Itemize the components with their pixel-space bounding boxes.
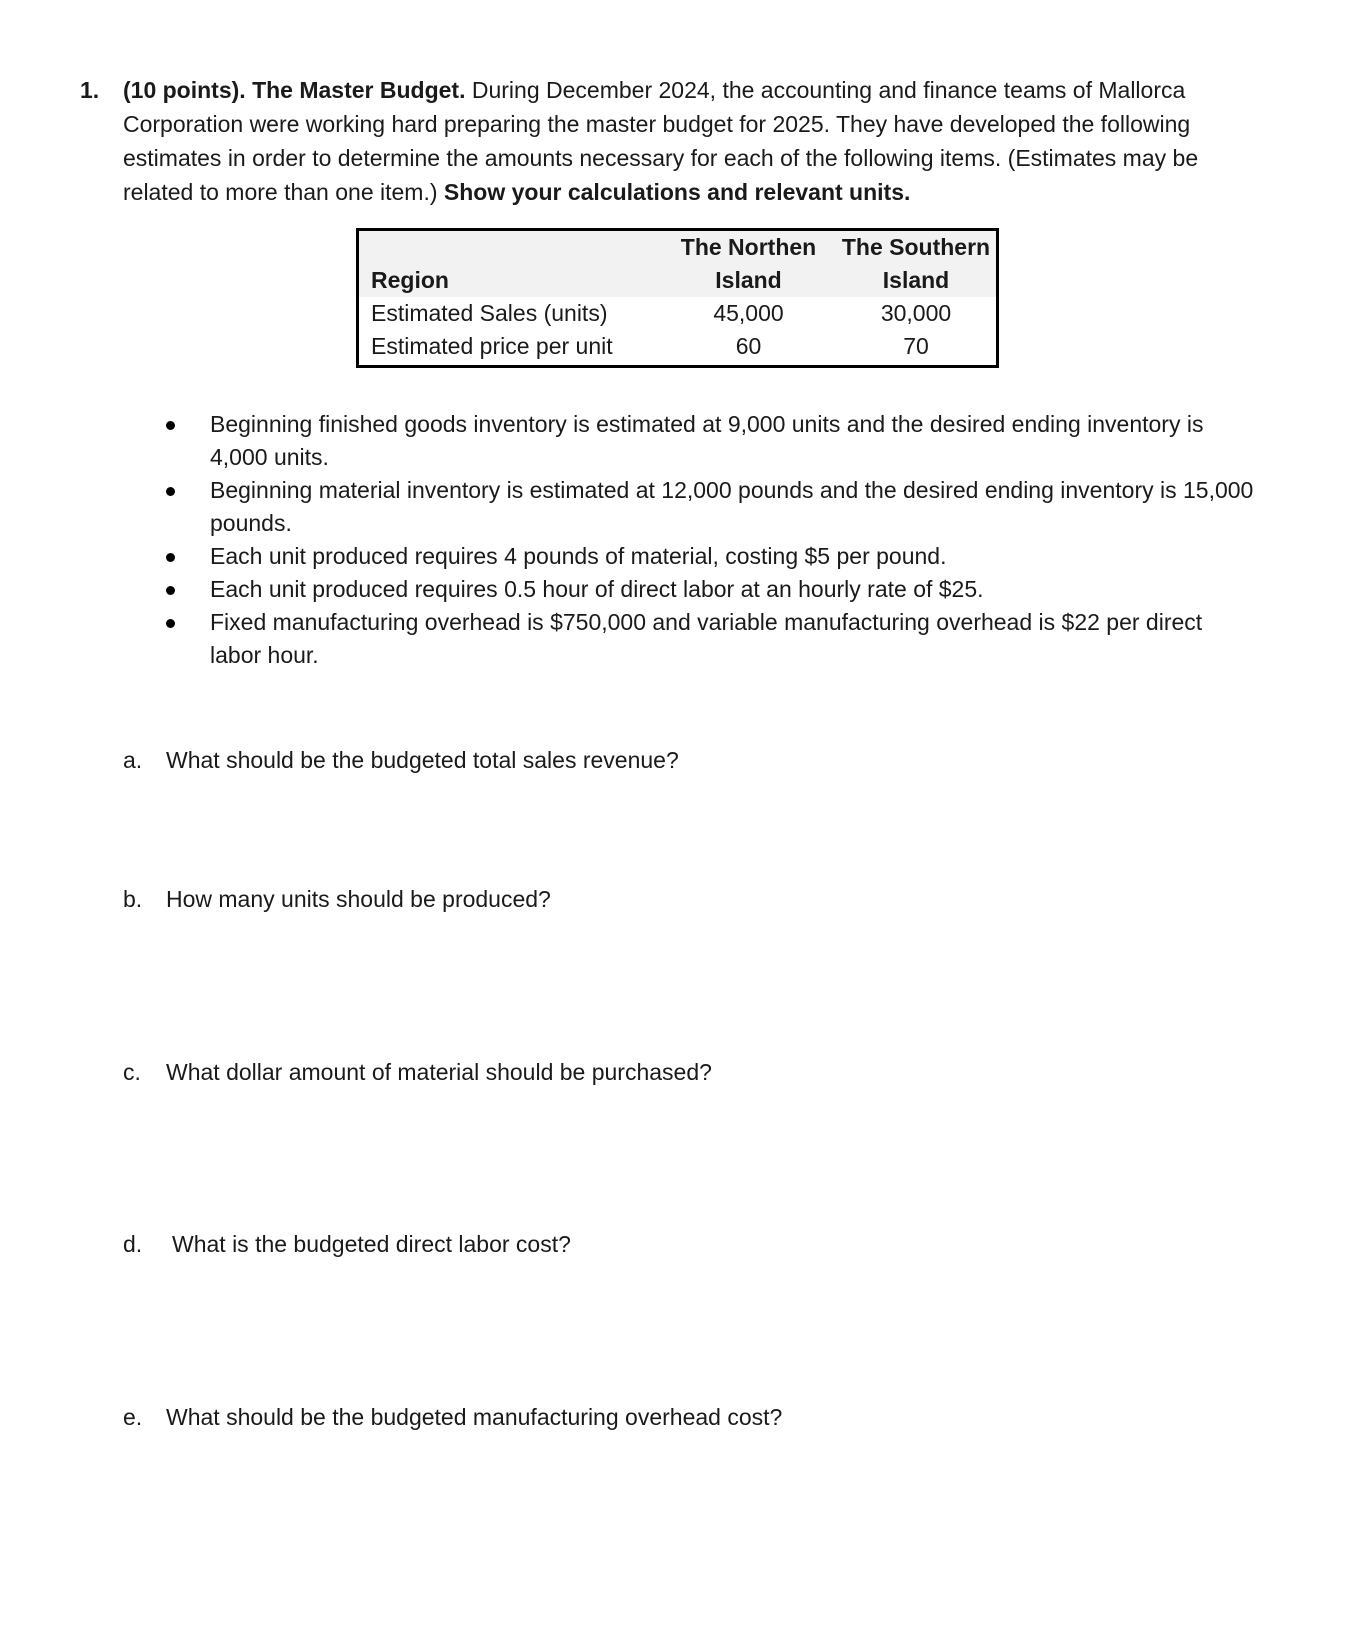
table-row (359, 330, 996, 363)
question-letter: d. (123, 1231, 143, 1257)
list-item-text: Fixed manufacturing overhead is $750,000 and variable manufacturing overhead is $22 per direct labor hour. (210, 609, 1203, 668)
table-header-cell: Island (661, 264, 836, 297)
table-header-row (359, 231, 996, 264)
table-cell: 30,000 (880, 300, 952, 326)
question-text: What should be the budgeted total sales revenue? (166, 747, 679, 773)
bullet-icon (166, 586, 175, 595)
table-header-row (359, 264, 996, 297)
problem-intro: During December 2024, the accounting and finance teams of Mallorca Corporation were working hard preparing the master budget for 2025. They have developed the following estimates in order to determine the amounts necessary for each of the following items. (Estimates may be related to more than one item.) (123, 77, 1199, 205)
question-letter: b. (123, 886, 143, 912)
table-header-cell: Region (359, 264, 661, 297)
estimates-table (356, 228, 999, 368)
question-e (123, 1400, 782, 1434)
question-letter: a. (123, 747, 143, 773)
list-item (166, 606, 1256, 672)
list-item-text: Beginning finished goods inventory is estimated at 9,000 units and the desired ending inventory is 4,000 units. (210, 411, 1204, 470)
question-text: What is the budgeted direct labor cost? (172, 1231, 571, 1257)
list-item (166, 573, 1256, 606)
table-cell: Estimated price per unit (371, 333, 613, 359)
question-c (123, 1055, 712, 1089)
list-item (166, 408, 1256, 474)
list-item-text: Each unit produced requires 0.5 hour of direct labor at an hourly rate of $25. (210, 576, 984, 602)
bullet-icon (166, 421, 175, 430)
problem-points: (10 points). (123, 77, 246, 103)
question-letter: e. (123, 1404, 143, 1430)
list-item (166, 474, 1256, 540)
bullet-icon (166, 619, 175, 628)
list-item-text: Each unit produced requires 4 pounds of material, costing $5 per pound. (210, 543, 947, 569)
table-cell: Estimated Sales (units) (371, 300, 608, 326)
question-a (123, 743, 679, 777)
problem-statement (123, 73, 1273, 209)
list-item (166, 540, 1256, 573)
question-letter: c. (123, 1059, 141, 1085)
table-cell: 45,000 (713, 300, 784, 326)
table-header-cell: The Southern (836, 231, 996, 264)
question-text: What dollar amount of material should be purchased? (166, 1059, 712, 1085)
table-cell: 70 (903, 333, 929, 359)
problem-number: 1. (80, 77, 100, 103)
question-text: What should be the budgeted manufacturing overhead cost? (166, 1404, 783, 1430)
table-cell: 60 (735, 333, 762, 359)
problem-instruction: Show your calculations and relevant units. (443, 179, 911, 205)
problem-title: The Master Budget. (252, 77, 466, 103)
bullet-icon (166, 553, 175, 562)
table-header-cell: Island (836, 264, 996, 297)
question-d (123, 1227, 571, 1261)
table-header-cell: The Northen (661, 231, 836, 264)
table-row (359, 297, 996, 330)
estimates-bullet-list (166, 408, 1256, 672)
question-b (123, 882, 551, 916)
table-header-cell (359, 231, 661, 264)
list-item-text: Beginning material inventory is estimated at 12,000 pounds and the desired ending inventory is 15,000 pounds. (210, 477, 1254, 536)
bullet-icon (166, 487, 175, 496)
question-text: How many units should be produced? (166, 886, 551, 912)
